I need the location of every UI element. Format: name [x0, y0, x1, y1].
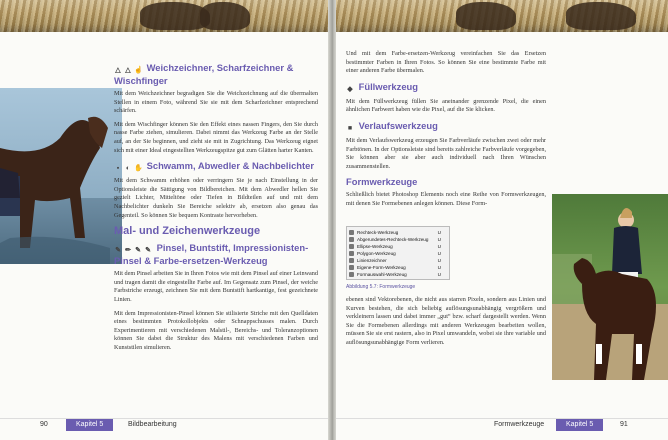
- paragraph: Mit dem Weichzeichner begradigen Sie die Weichzeichnung auf die übermalten Stellen in einem Foto, während Sie sie mit dem Scharfzeichner entsprechend schärfen.: [114, 90, 318, 115]
- paragraph: Und mit dem Farbe-ersetzen-Werkzeug vereinfachen Sie das Ersetzen bestimmter Farben in Ihren Fotos. So können Sie eine bestimmte Farbe mit einer anderen Farbe übermalen.: [346, 50, 546, 75]
- art-brush-icon: ✎: [135, 247, 141, 255]
- smudge-icon: ☝: [134, 67, 143, 74]
- section-heading-verlauf: ■ Verlaufswerkzeug: [347, 119, 438, 132]
- section-heading-schwamm: ▪ ◐ ✋ Schwamm, Abwedler & Nachbelichter: [114, 160, 318, 173]
- section-heading-weichzeichner: △ △ ☝ Weichzeichner, Scharfzeichner & Wischfinger: [114, 62, 294, 86]
- tool-list-item: Abgerundetes-Rechteck-Werkzeug U: [347, 236, 449, 243]
- blur-icon: △: [115, 67, 121, 74]
- top-banner-photo: [0, 0, 330, 32]
- pencil-icon: ✏: [125, 247, 131, 255]
- paragraph: Mit dem Füllwerkzeug füllen Sie aneinander grenzende Pixel, die einen ähnlichen Farbwert haben wie die Pixel, auf die Sie klicken.: [346, 97, 546, 114]
- paragraph: Mit dem Verlaufswerkzeug erzeugen Sie Farbverläufe zwischen zwei oder mehr Farbtönen. In der Optionsleiste sind bereits zahlreiche Farbverläufe vorgegeben, Sie können aber sie aber auch individuell nach Ihren Wünschen zusammenstellen.: [346, 136, 546, 170]
- running-title: Formwerkzeuge: [494, 421, 545, 428]
- right-page: [336, 0, 668, 440]
- top-banner-photo: [336, 0, 668, 32]
- tool-list-item: Rechteck-Werkzeug U: [347, 229, 449, 236]
- paragraph: ebenen sind Vektorebenen, die nicht aus starren Pixeln, sondern aus Linien und Kurven bestehen, die sich beliebig auflösungsunabhängig vergrößern und verkleinern lassen und dabei immer „gut“ bzw. scharf dargestellt werden. Wenn Sie die Formebenen allerdings mit anderen Werkzeugen bearbeiten wollen, müssen Sie sie erst rastern, also in Pixel umwandeln, wobei sie ihre variable und auflösungsunabhängige Form verlieren.: [346, 296, 546, 346]
- running-title: Bildbearbeitung: [128, 421, 177, 428]
- figure-caption: Abbildung 5.7: Formwerkzeuge: [346, 284, 416, 290]
- right-column: [346, 50, 546, 214]
- section-heading-form: Formwerkzeuge: [346, 176, 418, 188]
- page-number: 90: [40, 421, 48, 428]
- chapter-tab: Kapitel 5: [66, 419, 113, 431]
- tool-list-screenshot: [346, 226, 450, 280]
- left-column: [114, 60, 318, 357]
- bucket-icon: ◆: [347, 85, 353, 93]
- left-page: [0, 0, 330, 440]
- color-replace-icon: ✎: [145, 247, 151, 255]
- tool-list-item: Linienzeichner U: [347, 257, 449, 264]
- horse-water-photo: [0, 88, 122, 264]
- tool-list-item: Formauswahl-Werkzeug U: [347, 271, 449, 278]
- paragraph: Mit dem Pinsel arbeiten Sie in Ihren Fotos wie mit dem Pinsel auf einer Leinwand und tragen damit die eingestellte Farbe auf. Im Gegensatz zum Pinsel, der weiche Farbstriche erzeugt, zeichnen Sie mit dem Buntstift hartkantige, fest gezeichnete Linien.: [114, 270, 318, 303]
- sponge-icon: ▪: [116, 165, 120, 173]
- gradient-icon: ■: [347, 124, 353, 132]
- left-footer: [0, 418, 330, 430]
- tool-list-item: Polygon-Werkzeug U: [347, 250, 449, 257]
- chapter-heading: Mal- und Zeichenwerkzeuge: [114, 225, 261, 238]
- paragraph: Mit dem Impressionisten-Pinsel können Sie stilisierte Striche mit den Quelldaten eines bestimmten Protokollobjekts oder Schnappschusses malen. Durch Experimentieren mit verschiedenen Malstil-, Bereichs- und Toleranzoptionen können Sie dabei die Struktur des Malens mit verschiedenen Farben und Kunststilen simulieren.: [114, 309, 318, 351]
- rider-photo: [552, 194, 668, 380]
- paragraph: Mit dem Wischfinger können Sie den Effekt eines nassen Fingers, den Sie durch nasse Farbe ziehen, simulieren. Dabei nimmt das Werkzeug Farbe an der Stelle auf, an der Sie beginnen, und zieht sie mit in Zugrichtung. Das Werkzeug eignet sich mit einer Ideal eingestellten Werkzeugspitze gut zum Glätten harter Kanten.: [114, 120, 318, 154]
- page-number: 91: [620, 421, 628, 428]
- chapter-tab: Kapitel 5: [556, 419, 603, 431]
- right-column-continued: [346, 296, 546, 353]
- burn-icon: ✋: [134, 165, 143, 173]
- sharpen-icon: △: [125, 67, 131, 74]
- section-heading-pinsel: ✎ ✏ ✎ ✎ Pinsel, Buntstift, Impressionisten-Pinsel & Farbe-ersetzen-Werkzeug: [114, 242, 309, 267]
- brush-icon: ✎: [115, 247, 121, 255]
- tool-list-item: Eigene-Form-Werkzeug U: [347, 264, 449, 271]
- section-heading-fuell: ◆ Füllwerkzeug: [347, 80, 418, 93]
- dodge-icon: ◐: [125, 165, 131, 173]
- tool-list-item: Ellipse-Werkzeug U: [347, 243, 449, 250]
- paragraph: Schließlich bietet Photoshop Elements noch eine Reihe von Formwerkzeugen, mit denen Sie Formebenen anlegen können. Diese Form-: [346, 191, 546, 207]
- paragraph: Mit dem Schwamm erhöhen oder verringern Sie je nach Einstellung in der Optionsleiste die Sättigung von Bildbereichen. Mit dem Abwedler hellen Sie gezielt Lichter, Mitteltöne oder Tiefen in Bildteilen auf und mit dem Nachbelichter dunkeln Sie Bereiche selektiv ab, ersetzen also genau das Gegenteil. So können Sie bequem Kontraste hervorheben.: [114, 177, 318, 219]
- right-footer: [336, 418, 668, 430]
